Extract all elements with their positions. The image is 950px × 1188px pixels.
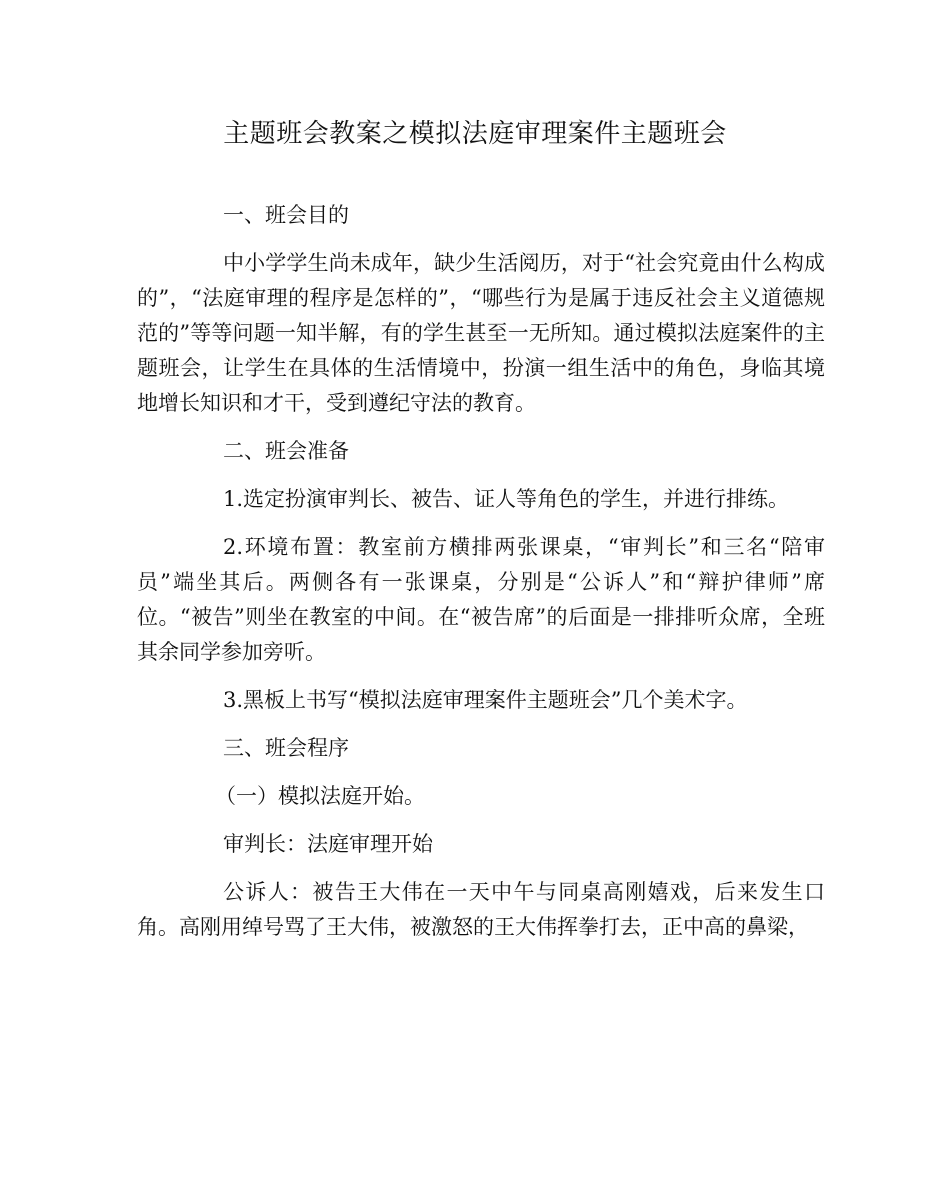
paragraph-preparation-1: 1.选定扮演审判长、被告、证人等角色的学生，并进行排练。 [223, 487, 790, 511]
document-title: 主题班会教案之模拟法庭审理案件主题班会 [223, 119, 727, 149]
paragraph-preparation-2: 2.环境布置：教室前方横排两张课桌，“审判长”和三名“陪审员”端坐其后。两侧各有一张课桌，分别是“公诉人”和“辩护律师”席位。“被告”则坐在教室的中间。在“被告席”的后面是一排排听众席，全班其余同学参加旁听。 [137, 535, 825, 664]
subheading-mock-court-start: （一）模拟法庭开始。 [215, 784, 425, 808]
paragraph-prosecutor: 公诉人：被告王大伟在一天中午与同桌高刚嬉戏，后来发生口角。高刚用绰号骂了王大伟，被激怒的王大伟挥拳打去，正中高的鼻梁， [137, 880, 825, 939]
paragraph-preparation-3: 3.黑板上书写“模拟法庭审理案件主题班会”几个美术字。 [223, 688, 748, 712]
paragraph-purpose: 中小学学生尚未成年，缺少生活阅历，对于“社会究竟由什么构成的”，“法庭审理的程序是怎样的”，“哪些行为是属于违反社会主义道德规范的”等等问题一知半解，有的学生甚至一无所知。通过模拟法庭案件的主题班会，让学生在具体的生活情境中，扮演一组生活中的角色，身临其境地增长知识和才干，受到遵纪守法的教育。 [137, 251, 825, 415]
section-heading-purpose: 一、班会目的 [223, 203, 349, 227]
section-heading-preparation: 二、班会准备 [223, 439, 349, 463]
section-heading-procedure: 三、班会程序 [223, 736, 349, 760]
paragraph-chief-judge: 审判长：法庭审理开始 [223, 832, 433, 856]
document-body [137, 198, 825, 958]
